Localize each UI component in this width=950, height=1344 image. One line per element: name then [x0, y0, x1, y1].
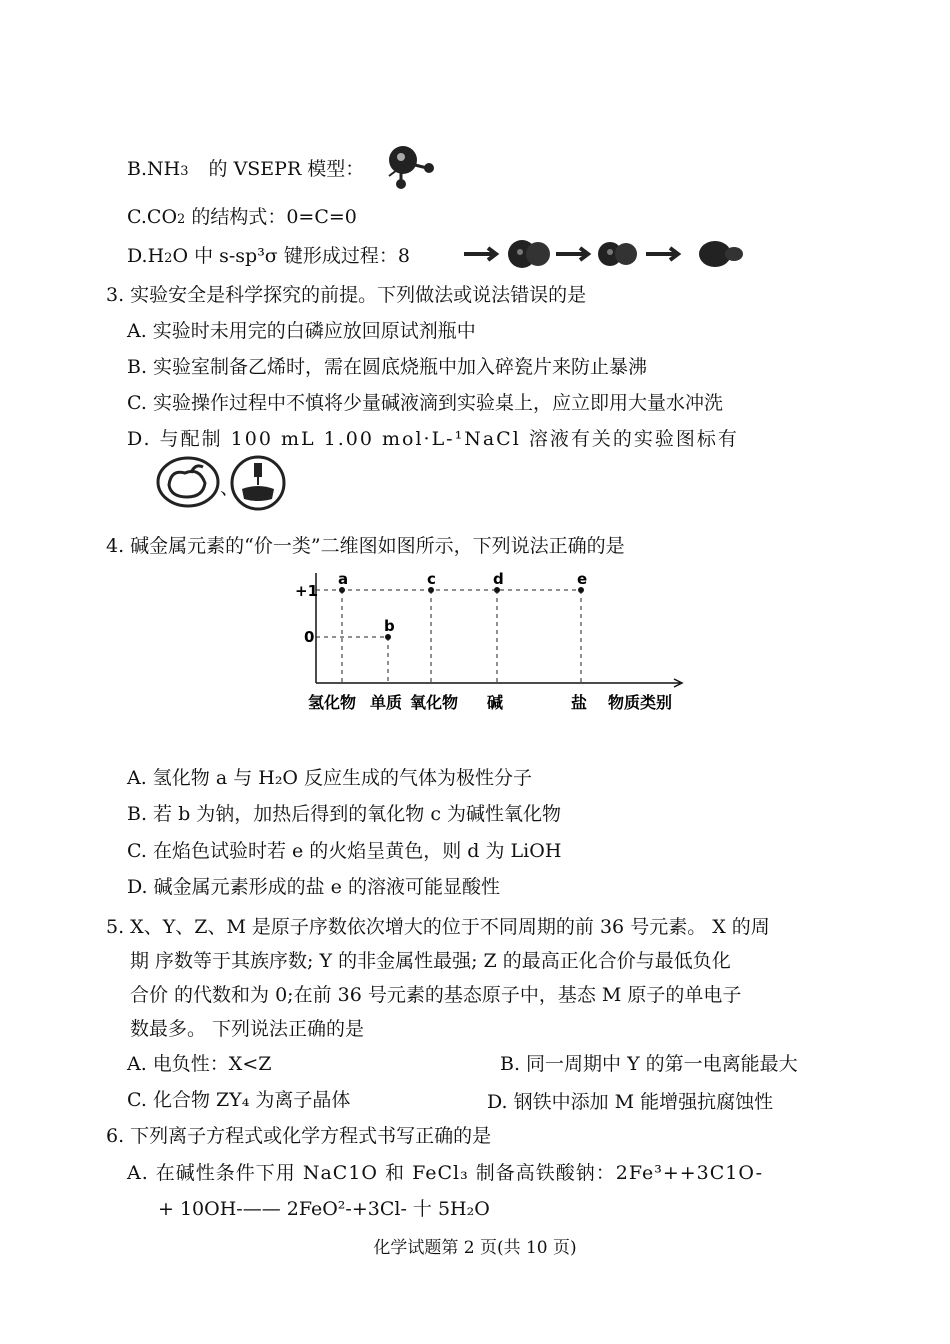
chart-x-category-1: 单质: [370, 693, 403, 712]
q6-option-a-line2: + 10OH-—— 2FeO²-+3Cl- 十 5H₂O: [158, 1198, 490, 1220]
q2-d-prefix: D.H: [127, 245, 165, 267]
chart-x-category-0: 氢化物: [308, 693, 357, 712]
chart-x-category-4: 盐: [571, 693, 588, 712]
page-footer: 化学试题第 2 页(共 10 页): [373, 1238, 577, 1258]
chart-y-tick-zero: 0: [304, 628, 315, 646]
q5-stem-line3: 合价 的代数和为 0;在前 36 号元素的基态原子中，基态 M 原子的单电子: [130, 984, 742, 1006]
q5-stem-line2: 期 序数等于其族序数; Y 的非金属性最强; Z 的最高正化合价与最低负化: [130, 950, 731, 972]
chart-y-tick-plus1: +1: [295, 582, 319, 600]
chart-point-label-d: d: [493, 570, 504, 588]
chart-x-category-3: 碱: [487, 693, 504, 712]
q3-option-c: C. 实验操作过程中不慎将少量碱液滴到实验桌上，应立即用大量水冲洗: [127, 392, 723, 414]
q2-b-rest: 的 VSEPR 模型：: [208, 158, 365, 180]
wash-hands-icon: [228, 455, 288, 511]
q4-option-c: C. 在焰色试验时若 e 的火焰呈黄色，则 d 为 LiOH: [127, 840, 562, 862]
q3-option-a: A. 实验时未用完的白磷应放回原试剂瓶中: [127, 320, 476, 342]
q6-stem: 6. 下列离子方程式或化学方程式书写正确的是: [106, 1125, 492, 1147]
q5-stem-line1: 5. X、Y、Z、M 是原子序数依次增大的位于不同周期的前 36 号元素。 X 的周: [106, 916, 770, 938]
q5-option-d: D. 钢铁中添加 M 能增强抗腐蚀性: [487, 1091, 774, 1113]
chart-point-label-b: b: [384, 617, 395, 635]
q3-option-d: D. 与配制 100 mL 1.00 mol·L-¹NaCl 溶液有关的实验图标有: [127, 428, 739, 450]
chart-x-label: 物质类别: [608, 693, 673, 712]
q2-b-sub: 3: [180, 164, 189, 179]
q2-option-b: [127, 157, 364, 184]
q2-d-sub: 2: [164, 251, 173, 266]
q2-c-rest: 的结构式：0=C=0: [185, 206, 357, 228]
q5-stem-line4: 数最多。 下列说法正确的是: [130, 1018, 365, 1040]
q2-option-d: [127, 244, 410, 271]
chart-point-label-c: c: [427, 570, 436, 588]
valence-class-chart: [290, 565, 700, 720]
q2-c-prefix: C.CO: [127, 206, 178, 228]
q3-option-b: B. 实验室制备乙烯时，需在圆底烧瓶中加入碎瓷片来防止暴沸: [127, 356, 648, 378]
chart-point-label-e: e: [577, 570, 588, 588]
q2-b-prefix: B.NH: [127, 158, 181, 180]
q5-option-b: B. 同一周期中 Y 的第一电离能最大: [500, 1053, 798, 1075]
chart-point-label-a: a: [338, 570, 349, 588]
q4-option-d: D. 碱金属元素形成的盐 e 的溶液可能显酸性: [127, 876, 500, 898]
q3-icon-separator: 、: [220, 477, 240, 499]
chart-x-category-2: 氧化物: [410, 693, 459, 712]
nh3-vsepr-model-icon: [383, 140, 441, 192]
q2-option-c: [127, 205, 357, 232]
q4-option-b: B. 若 b 为钠，加热后得到的氧化物 c 为碱性氧化物: [127, 803, 562, 825]
q4-option-a: A. 氢化物 a 与 H₂O 反应生成的气体为极性分子: [127, 767, 533, 789]
q3-stem: 3. 实验安全是科学探究的前提。下列做法或说法错误的是: [106, 284, 587, 306]
q5-option-a: A. 电负性：X<Z: [127, 1053, 272, 1075]
q6-option-a-line1: A. 在碱性条件下用 NaC1O 和 FeCl₃ 制备高铁酸钠：2Fe³++3C1O-: [127, 1162, 764, 1184]
q2-d-rest: O 中 s-sp³σ 键形成过程：8: [172, 245, 410, 267]
q4-stem: 4. 碱金属元素的“价一类”二维图如图所示，下列说法正确的是: [106, 535, 625, 557]
q5-option-c: C. 化合物 ZY₄ 为离子晶体: [127, 1089, 351, 1111]
orbital-overlap-process-icon: [460, 236, 750, 272]
q2-c-sub: 2: [177, 212, 186, 227]
hot-surface-icon: [155, 455, 221, 509]
